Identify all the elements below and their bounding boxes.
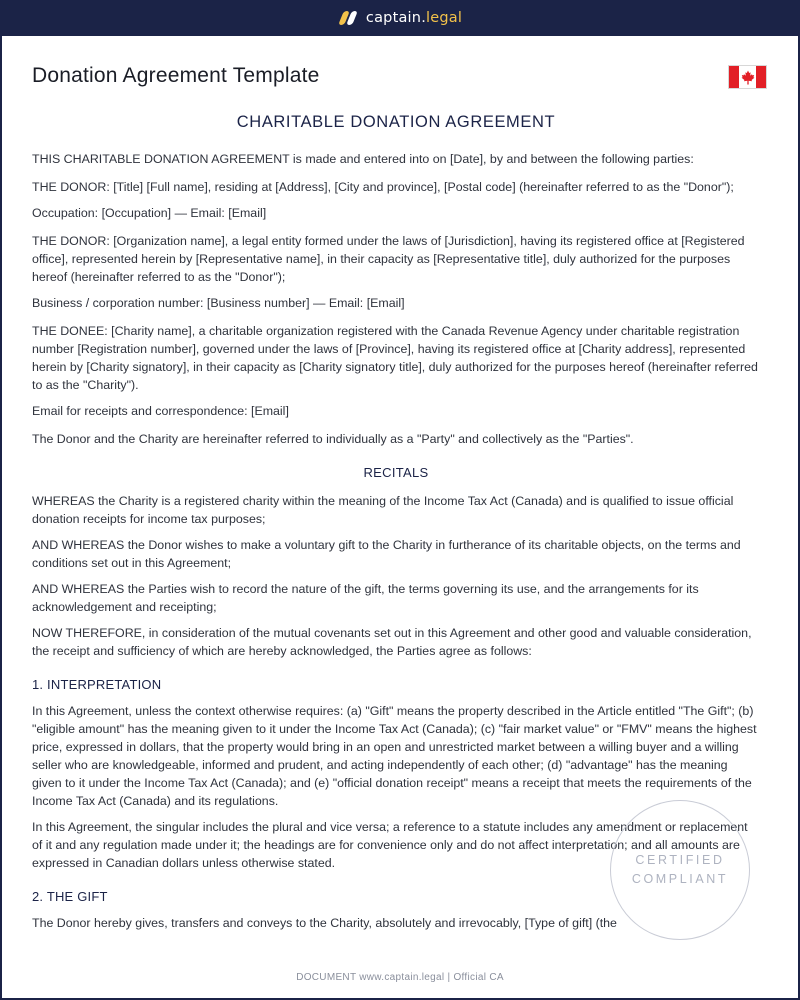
document-body xyxy=(32,110,760,940)
brand-name-tld: legal xyxy=(426,10,463,26)
document-heading: CHARITABLE DONATION AGREEMENT xyxy=(236,113,556,131)
section-2-paragraph: The Donor hereby gives, transfers and conveys to the Charity, absolutely and irrevocably, [Type of gift] (the xyxy=(32,916,617,930)
brand-name-dot: . xyxy=(421,10,426,26)
recital-paragraph: AND WHEREAS the Parties wish to record the nature of the gift, the terms governing its use, and the arrangements for its acknowledgement and receipting; xyxy=(32,582,699,614)
parties-paragraph: The Donor and the Charity are hereinafter referred to individually as a "Party" and collectively as the "Parties". xyxy=(32,432,634,446)
recital-paragraph: WHEREAS the Charity is a registered charity within the meaning of the Income Tax Act (Canada) and is qualified to issue official donation receipts for income tax purposes; xyxy=(32,494,734,526)
intro-paragraph: THIS CHARITABLE DONATION AGREEMENT is made and entered into on [Date], by and between the following parties: xyxy=(32,152,694,166)
brand-name-main: captain xyxy=(365,10,422,26)
donor-individual-contact: Occupation: [Occupation] — Email: [Email] xyxy=(32,206,267,220)
recital-paragraph: AND WHEREAS the Donor wishes to make a voluntary gift to the Charity in furtherance of its charitable objects, on the terms and conditions set out in this Agreement; xyxy=(32,538,741,570)
recitals-heading: RECITALS xyxy=(363,465,429,480)
brand-name[interactable] xyxy=(366,10,462,26)
donor-individual-paragraph: THE DONOR: [Title] [Full name], residing at [Address], [City and province], [Postal code] (hereinafter referred to as the "Donor"); xyxy=(32,180,734,194)
donor-organization-contact: Business / corporation number: [Business number] — Email: [Email] xyxy=(32,296,405,310)
section-2-heading: 2. THE GIFT xyxy=(32,889,108,904)
captain-legal-logo-icon xyxy=(338,10,358,26)
section-1-paragraph: In this Agreement, the singular includes the plural and vice versa; a reference to a statute includes any amendment or replacement of it and any regulation made under it; the headings are for convenience only and do not affect interpretation; and all amounts are expressed in Canadian dollars unless otherwise stated. xyxy=(32,820,748,870)
donor-organization-paragraph: THE DONOR: [Organization name], a legal entity formed under the laws of [Jurisdiction], having its registered office at [Registered office], represented herein by [Representative name], in their capacity as [Representative title], duly authorized for the purposes hereof (hereinafter referred to as the "Donor"); xyxy=(32,234,745,284)
section-1-paragraph: In this Agreement, unless the context otherwise requires: (a) "Gift" means the property described in the Article entitled "The Gift"; (b) "eligible amount" has the meaning given to it under the Income Tax Act (Canada); (c) "fair market value" or "FMV" means the highest price, expressed in dollars, that the property would bring in an open and unrestricted market between a willing buyer and a willing seller who are knowledgeable, informed and prudent, and acting independently of each other; (d) "advantage" has the meaning given to it under the Income Tax Act (Canada); and (e) "official donation receipt" means a receipt that meets the requirements of the Income Tax Act (Canada) and its regulations. xyxy=(32,704,757,808)
page-title: Donation Agreement Template xyxy=(32,64,320,87)
donee-contact: Email for receipts and correspondence: [Email] xyxy=(32,404,289,418)
seal-line-1: CERTIFIED xyxy=(635,853,725,867)
page-footer: DOCUMENT www.captain.legal | Official CA xyxy=(296,972,504,983)
donee-paragraph: THE DONEE: [Charity name], a charitable organization registered with the Canada Revenue Agency under charitable registration number [Registration number], governed under the laws of [Province], having its registered office at [Charity address], represented herein by [Charity signatory], in their capacity as [Charity signatory title], duly authorized for the purposes hereof (hereinafter referred to as the "Charity"). xyxy=(32,324,758,392)
recital-paragraph: NOW THEREFORE, in consideration of the mutual covenants set out in this Agreement and other good and valuable consideration, the receipt and sufficiency of which are hereby acknowledged, the Parties agree as follows: xyxy=(32,626,752,658)
top-bar xyxy=(0,0,800,36)
seal-line-2: COMPLIANT xyxy=(631,872,729,886)
canada-flag-icon xyxy=(728,65,767,89)
section-1-heading: 1. INTERPRETATION xyxy=(32,677,162,692)
